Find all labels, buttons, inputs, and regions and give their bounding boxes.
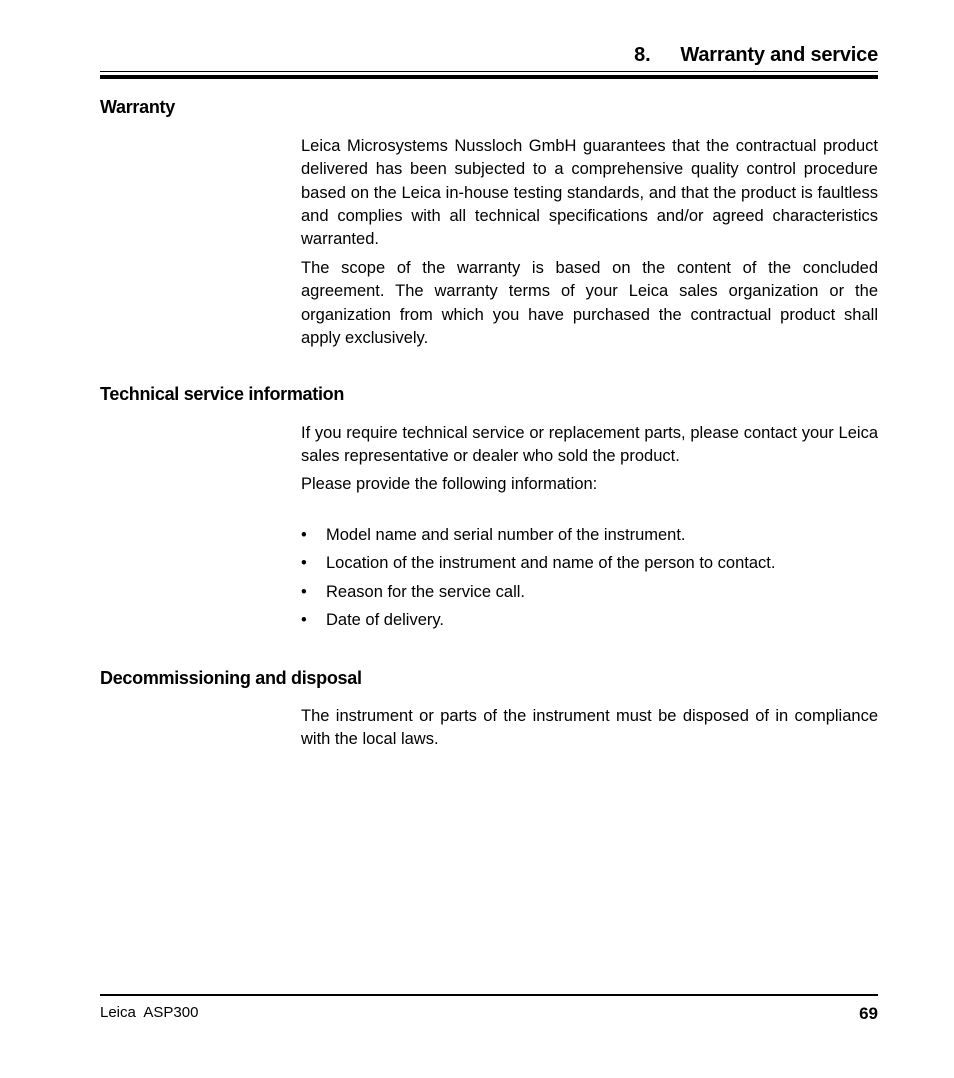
list-item-text: Date of delivery. xyxy=(326,610,444,629)
technical-service-heading: Technical service information xyxy=(100,384,345,404)
bullet-icon: • xyxy=(301,582,307,601)
page-number: 69 xyxy=(859,1004,878,1023)
list-item xyxy=(301,524,878,552)
header-rule-thick xyxy=(100,75,878,79)
bullet-icon: • xyxy=(301,554,307,573)
chapter-title: Warranty and service xyxy=(680,44,878,66)
service-info-list xyxy=(301,524,878,637)
warranty-heading: Warranty xyxy=(100,97,175,117)
list-item xyxy=(301,581,878,609)
disposal-heading: Decommissioning and disposal xyxy=(100,668,362,688)
warranty-paragraph-1: Leica Microsystems Nussloch GmbH guarantees that the contractual product delivered has been subjected to a comprehensive quality control procedure based on the Leica in-house testing standards, and that the product is faultless and complies with all technical specifications and/or agreed characteristics warranted. xyxy=(301,137,878,249)
warranty-paragraph-2: The scope of the warranty is based on the content of the concluded agreement. The warranty terms of your Leica sales organization or the organization from which you have purchased the contractual product shall apply exclusively. xyxy=(301,259,878,347)
list-item xyxy=(301,552,878,580)
bullet-icon: • xyxy=(301,526,307,544)
list-item-text: Model name and serial number of the instrument. xyxy=(326,526,686,544)
list-item-text: Location of the instrument and name of the person to contact. xyxy=(326,554,776,573)
list-item xyxy=(301,609,878,637)
chapter-number: 8. xyxy=(634,44,651,66)
technical-service-paragraph-2: Please provide the following information: xyxy=(301,475,598,493)
header-rule-thin xyxy=(100,71,878,72)
bullet-icon: • xyxy=(301,610,307,629)
list-item-text: Reason for the service call. xyxy=(326,582,526,601)
technical-service-paragraph-1: If you require technical service or replacement parts, please contact your Leica sales representative or dealer who sold the product. xyxy=(301,424,878,466)
page-header-title xyxy=(634,44,878,67)
footer-rule xyxy=(100,994,878,996)
disposal-paragraph: The instrument or parts of the instrument must be disposed of in compliance with the local laws. xyxy=(301,707,878,749)
footer-product-name: Leica ASP300 xyxy=(100,1004,199,1021)
